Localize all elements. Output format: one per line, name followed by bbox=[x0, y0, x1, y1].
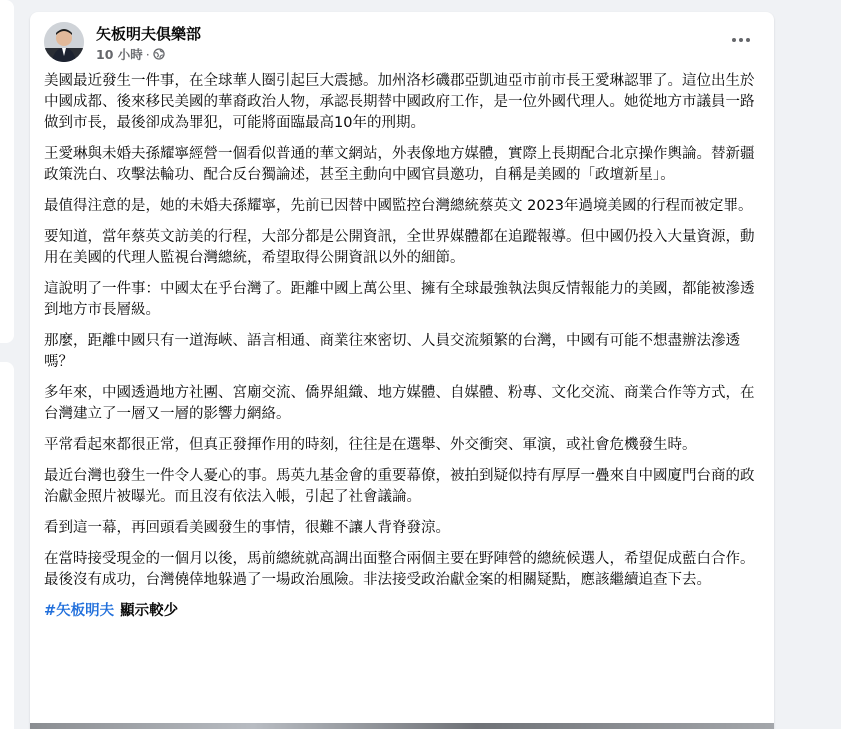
hashtag-link[interactable]: #矢板明夫 bbox=[44, 603, 115, 619]
post-meta bbox=[96, 45, 165, 63]
post-paragraph: 王愛琳與未婚夫孫耀寧經營一個看似普通的華文網站，外表像地方媒體，實際上長期配合北京操作輿論。替新疆政策洗白、攻擊法輪功、配合反台獨論述，甚至主動向中國官員邀功，自稱是美國的「政壇新星」。 bbox=[44, 146, 755, 183]
left-card-edge-bottom bbox=[0, 362, 14, 729]
left-column-edge bbox=[0, 0, 14, 729]
left-card-edge-top bbox=[0, 0, 14, 343]
post-paragraph: 在當時接受現金的一個月以後，馬前總統就高調出面整合兩個主要在野陣營的總統候選人，希望促成藍白合作。最後沒有成功，台灣僥倖地躲過了一場政治風險。非法接受政治獻金案的相關疑點，應該繼續追查下去。 bbox=[44, 551, 755, 588]
post-footer-line bbox=[44, 601, 760, 622]
post-paragraph: 這說明了一件事：中國太在乎台灣了。距離中國上萬公里、擁有全球最強執法與反情報能力的美國，都能被滲透到地方市長層級。 bbox=[44, 281, 755, 318]
author-avatar[interactable] bbox=[44, 22, 84, 62]
author-name[interactable]: 矢板明夫俱樂部 bbox=[96, 25, 202, 43]
post-paragraph: 看到這一幕，再回頭看美國發生的事情，很難不讓人背脊發涼。 bbox=[44, 520, 450, 536]
globe-icon[interactable] bbox=[153, 48, 165, 60]
post-paragraph: 美國最近發生一件事，在全球華人圈引起巨大震撼。加州洛杉磯郡亞凱迪亞市前市長王愛琳認罪了。這位出生於中國成都、後來移民美國的華裔政治人物，承認長期替中國政府工作，是一位外國代理人。她從地方市議員一路做到市長，最後卻成為罪犯，可能將面臨最高10年的刑期。 bbox=[44, 73, 755, 131]
post-card bbox=[30, 12, 774, 729]
page-scrollbar[interactable] bbox=[827, 0, 841, 729]
post-time[interactable]: 10 小時 bbox=[96, 47, 143, 62]
more-options-icon[interactable] bbox=[726, 28, 756, 52]
post-header bbox=[44, 22, 760, 66]
post-paragraph: 多年來，中國透過地方社團、宮廟交流、僑界組織、地方媒體、自媒體、粉專、文化交流、商業合作等方式，在台灣建立了一層又一層的影響力網絡。 bbox=[44, 385, 755, 422]
avatar-image bbox=[44, 22, 84, 62]
post-paragraph: 最近台灣也發生一件令人憂心的事。馬英九基金會的重要幕僚，被拍到疑似持有厚厚一疊來自中國廈門台商的政治獻金照片被曝光。而且沒有依法入帳，引起了社會議論。 bbox=[44, 468, 755, 505]
post-paragraph: 平常看起來都很正常，但真正發揮作用的時刻，往往是在選舉、外交衝突、軍演，或社會危機發生時。 bbox=[44, 437, 697, 453]
show-less-button[interactable]: 顯示較少 bbox=[120, 603, 179, 619]
dot bbox=[732, 38, 736, 42]
meta-separator: · bbox=[145, 46, 150, 62]
dot bbox=[746, 38, 750, 42]
post-paragraph: 最值得注意的是，她的未婚夫孫耀寧，先前已因替中國監控台灣總統蔡英文 2023年過境美國的行程而被定罪。 bbox=[44, 198, 753, 214]
post-photo-preview[interactable] bbox=[30, 723, 774, 729]
dot bbox=[739, 38, 743, 42]
post-body bbox=[44, 71, 760, 622]
post-paragraph: 要知道，當年蔡英文訪美的行程，大部分都是公開資訊，全世界媒體都在追蹤報導。但中國仍投入大量資源，動用在美國的代理人監視台灣總統，希望取得公開資訊以外的細節。 bbox=[44, 229, 755, 266]
post-paragraph: 那麼，距離中國只有一道海峽、語言相通、商業往來密切、人員交流頻繁的台灣，中國有可能不想盡辦法滲透嗎？ bbox=[44, 333, 740, 370]
